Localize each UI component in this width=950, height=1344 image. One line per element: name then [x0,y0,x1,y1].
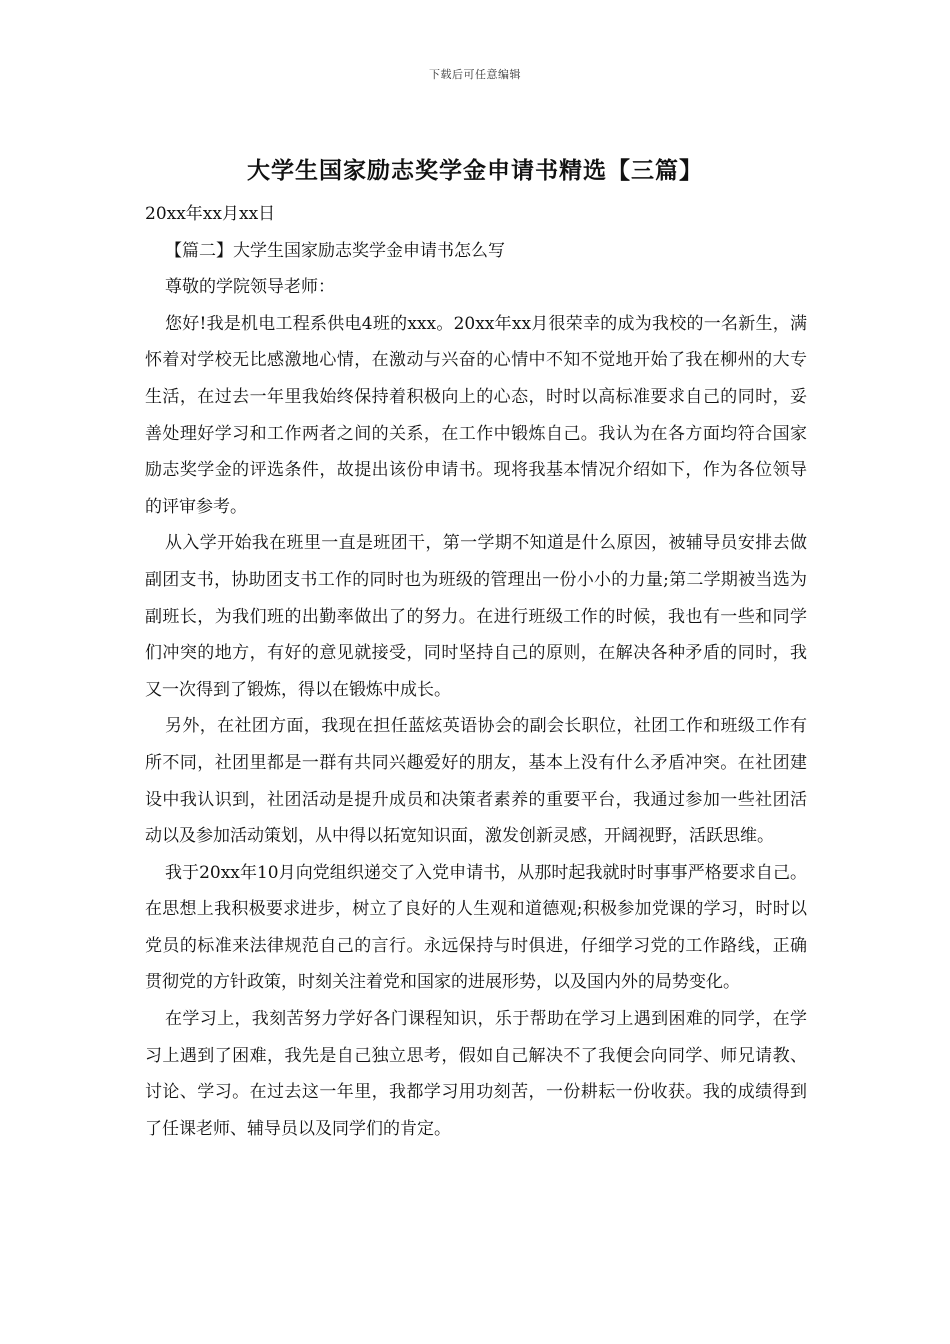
salutation: 尊敬的学院领导老师： [165,277,335,298]
body-paragraph: 另外，在社团方面，我现在担任蓝炫英语协会的副会长职位，社团工作和班级工作有所不同，社团里都是一群有共同兴趣爱好的朋友，基本上没有什么矛盾冲突。在社团建设中我认识到，社团活动是提升成员和决策者素养的重要平台，我通过参加一些社团活动以及参加活动策划，从中得以拓宽知识面，激发创新灵感，开阔视野，活跃思维。 [145,716,807,847]
document-body [145,196,807,1147]
document-title: 大学生国家励志奖学金申请书精选【三篇】 [247,157,703,184]
body-paragraph: 在学习上，我刻苦努力学好各门课程知识，乐于帮助在学习上遇到困难的同学，在学习上遇到了困难，我先是自己独立思考，假如自己解决不了我便会向同学、师兄请教、讨论、学习。在过去这一年里，我都学习用功刻苦，一份耕耘一份收获。我的成绩得到了任课老师、辅导员以及同学们的肯定。 [145,1009,807,1139]
date-line: 20xx年xx月xx日 [145,204,276,224]
section-heading: 【篇二】大学生国家励志奖学金申请书怎么写 [165,240,505,261]
body-paragraph: 您好!我是机电工程系供电4班的xxx。20xx年xx月很荣幸的成为我校的一名新生，满怀着对学校无比感激地心情，在激动与兴奋的心情中不知不觉地开始了我在柳州的大专生活，在过去一年里我始终保持着积极向上的心态，时时以高标准要求自己的同时，妥善处理好学习和工作两者之间的关系，在工作中锻炼自己。我认为在各方面均符合国家励志奖学金的评选条件，故提出该份申请书。现将我基本情况介绍如下，作为各位领导的评审参考。 [145,313,807,517]
body-paragraph: 从入学开始我在班里一直是班团干，第一学期不知道是什么原因，被辅导员安排去做副团支书，协助团支书工作的同时也为班级的管理出一份小小的力量;第二学期被当选为副班长，为我们班的出勤率做出了的努力。在进行班级工作的时候，我也有一些和同学们冲突的地方，有好的意见就接受，同时坚持自己的原则，在解决各种矛盾的同时，我又一次得到了锻炼，得以在锻炼中成长。 [145,533,807,700]
header-note: 下载后可任意编辑 [429,68,521,81]
body-paragraph: 我于20xx年10月向党组织递交了入党申请书，从那时起我就时时事事严格要求自己。在思想上我积极要求进步，树立了良好的人生观和道德观;积极参加党课的学习，时时以党员的标准来法律规范自己的言行。永远保持与时俱进，仔细学习党的工作路线，正确贯彻党的方针政策，时刻关注着党和国家的进展形势，以及国内外的局势变化。 [145,862,807,993]
